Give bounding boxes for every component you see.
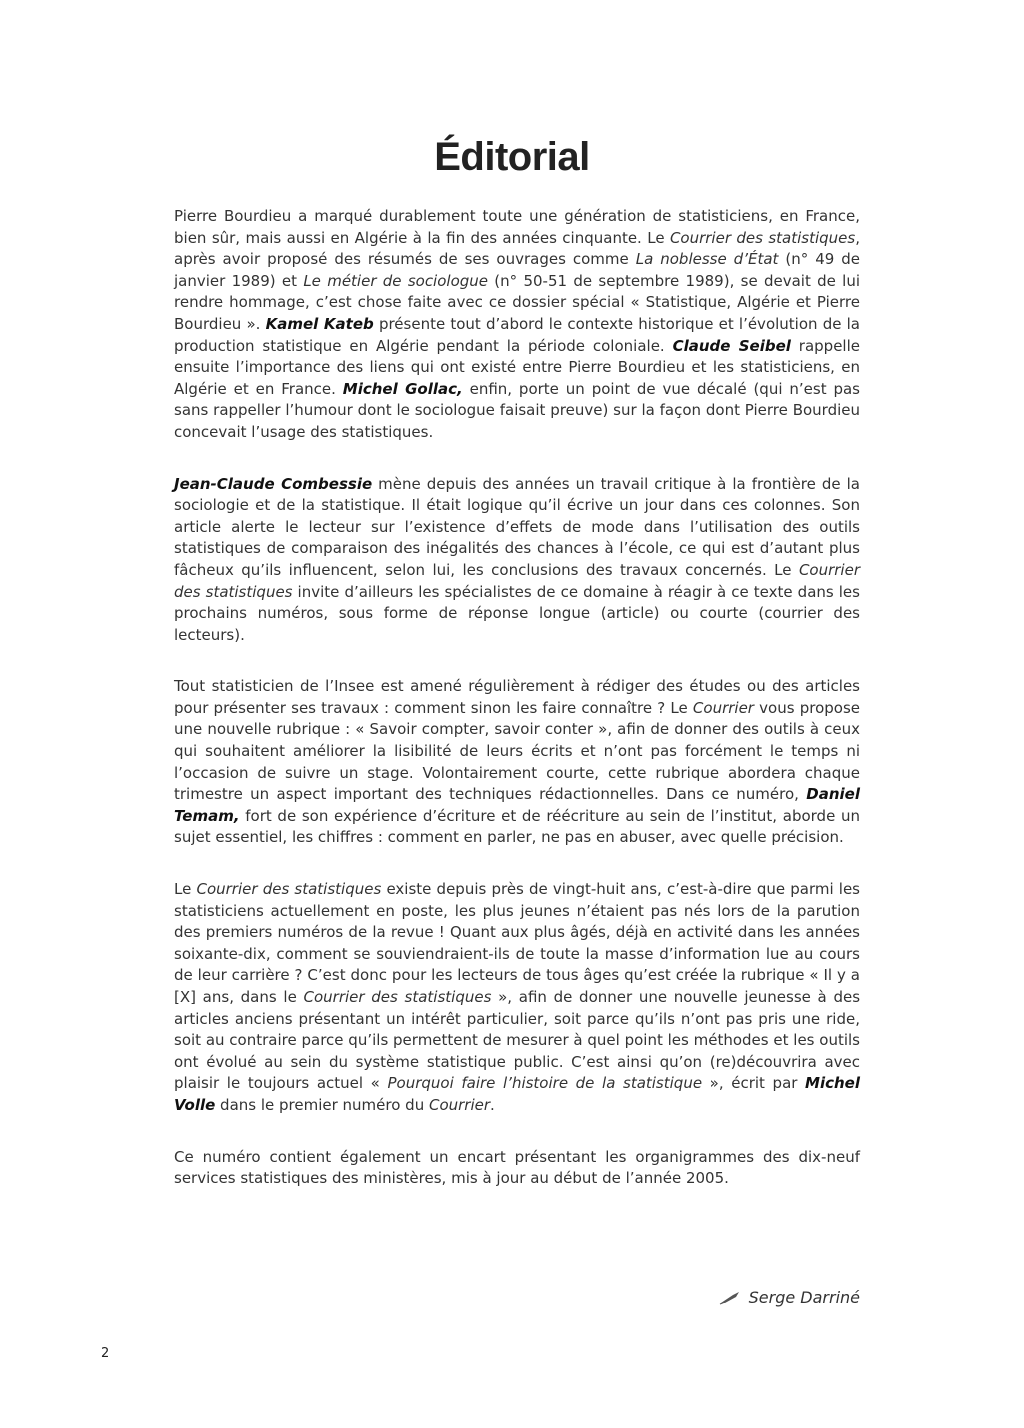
text-run: Le [174, 880, 197, 899]
text-run: Ce numéro contient également un encart présentant les organigrammes des dix-neuf services statistiques des ministères, mis à jour au début de l’année 2005. [174, 1147, 860, 1188]
text-run: mène depuis des années un travail critique à la frontière de la sociologie et de la statistique. Il était logique qu’il écrive un jour dans ces colonnes. Son article alerte le lecteur sur l’existence d’effets de mode dans l’utilisation des outils statistiques de comparaison des inégalités des chances à l’école, ce qui est d’autant plus fâcheux qu’ils influencent, selon lui, les conclusions des travaux concernés. Le [174, 474, 861, 579]
author-name: Daniel Temam, [174, 785, 860, 825]
page-number: 2 [101, 1346, 110, 1361]
paragraph-1 [174, 206, 860, 444]
italic-title: Le métier de sociologue [303, 271, 489, 290]
author-name: Claude Seibel [672, 336, 791, 355]
paragraph-5 [174, 1147, 860, 1190]
paragraph-3 [174, 676, 860, 849]
author-name: Jean-Claude Combessie [174, 474, 373, 493]
editorial-body [174, 206, 860, 1220]
text-run: invite d’ailleurs les spécialistes de ce domaine à réagir à ce texte dans les prochains numéros, sous forme de réponse longue (article) ou courte (courrier des lecteurs). [174, 582, 860, 644]
page-title: Éditorial [434, 134, 590, 179]
author-name: Michel Gollac, [342, 379, 463, 398]
text-run: existe depuis près de vingt-huit ans, c’est-à-dire que parmi les statisticiens actuellement en poste, les plus jeunes n’étaient pas nés lors de la parution des premiers numéros de la revue ! Quant aux plus âgés, déjà en activité dans les années soixante-dix, comment se souviendraient-ils de toute la masse d’information lue au cours de leur carrière ? C’est donc pour les lecteurs de tous âges qu’est créée la rubrique « Il y a [X] ans, dans le [174, 880, 860, 1006]
text-run: », afin de donner une nouvelle jeunesse à des articles anciens présentant un intérêt particulier, soit parce qu’ils n’ont pas pris une ride, soit au contraire parce qu’ils permettent de mesurer à quel point les méthodes et les outils ont évolué au sein du système statistique public. C’est ainsi qu’on (re)découvrira avec plaisir le toujours actuel « [174, 988, 861, 1093]
text-run: (n° 49 de janvier 1989) et [174, 250, 860, 290]
text-run: dans le premier numéro du [215, 1095, 429, 1114]
text-run: présente tout d’abord le contexte historique et l’évolution de la production statistique en Algérie pendant la période coloniale. [174, 314, 860, 355]
signature-name: Serge Darriné [748, 1288, 860, 1307]
text-run: rappelle ensuite l’importance des liens qui ont existé entre Pierre Bourdieu et les statisticiens, en Algérie et en France. [174, 336, 860, 398]
italic-title: Courrier des statistiques [196, 880, 382, 899]
text-run: Tout statisticien de l’Insee est amené régulièrement à rédiger des études ou des articles pour présenter ses travaux : comment sinon les faire connaître ? Le [174, 677, 860, 717]
text-run: . [490, 1095, 495, 1114]
text-run: vous propose une nouvelle rubrique : « Savoir compter, savoir conter », afin de donner des outils à ceux qui souhaitent améliorer la lisibilité de leurs écrits et n’ont pas forcément le temps ni l’occasion de suivre un stage. Volontairement courte, cette rubrique abordera chaque trimestre un aspect important des techniques rédactionnelles. Dans ce numéro, [174, 698, 860, 804]
paragraph-2 [174, 474, 860, 647]
text-run: (n° 50-51 de septembre 1989), se devait de lui rendre hommage, c’est chose faite avec ce dossier spécial « Statistique, Algérie et Pierre Bourdieu ». [174, 271, 861, 333]
italic-title: La noblesse d’État [635, 250, 779, 269]
text-run: enfin, porte un point de vue décalé (qui n’est pas sans rappeller l’humour dont le sociologue faisait preuve) sur la façon dont Pierre Bourdieu concevait l’usage des statistiques. [174, 379, 860, 441]
text-run: , après avoir proposé des résumés de ses ouvrages comme [174, 228, 860, 269]
signature [719, 1288, 860, 1307]
author-name: Kamel Kateb [265, 314, 374, 333]
quill-pen-icon [719, 1291, 741, 1305]
text-run: Pierre Bourdieu a marqué durablement toute une génération de statisticiens, en France, bien sûr, mais aussi en Algérie à la fin des années cinquante. Le [174, 207, 860, 247]
italic-title: Pourquoi faire l’histoire de la statistique [387, 1074, 703, 1093]
italic-title: Courrier des statistiques [303, 988, 492, 1006]
text-run: », écrit par [702, 1074, 806, 1093]
italic-title: Courrier des statistiques [174, 560, 860, 601]
italic-title: Courrier [428, 1095, 491, 1114]
italic-title: Courrier des statistiques [669, 228, 856, 247]
paragraph-4 [174, 879, 860, 1117]
italic-title: Courrier [692, 698, 754, 717]
author-name: Michel Volle [174, 1074, 861, 1114]
text-run: fort de son expérience d’écriture et de réécriture au sein de l’institut, aborde un sujet essentiel, les chiffres : comment en parler, ne pas en abuser, avec quelle précision. [174, 806, 860, 847]
